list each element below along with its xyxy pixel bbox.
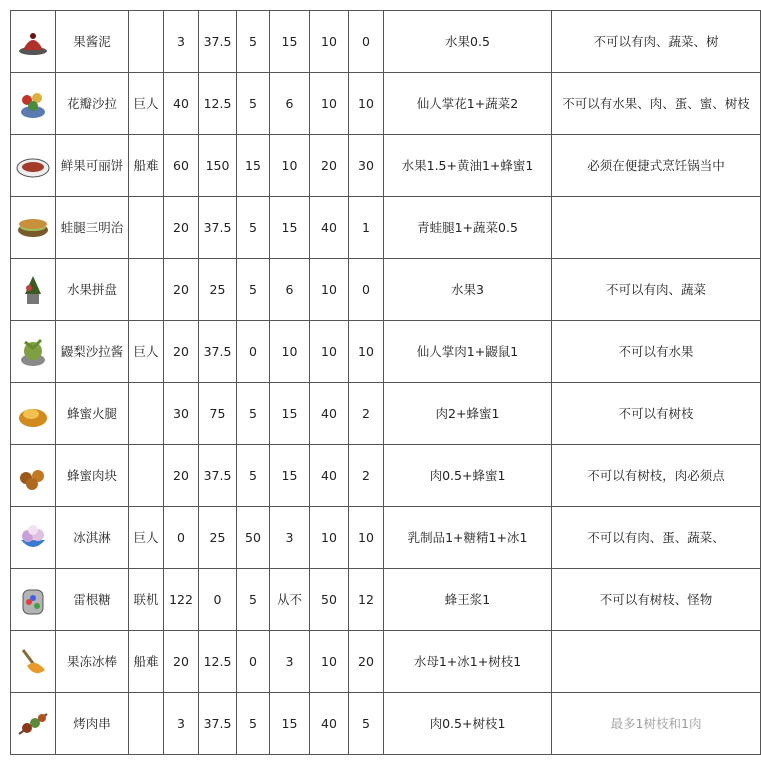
spoil-days-value: 3 <box>270 507 310 569</box>
recipe-notes: 不可以有水果 <box>552 321 761 383</box>
recipe-notes: 不可以有水果、肉、蛋、蜜、树枝 <box>552 73 761 135</box>
food-name: 鼹梨沙拉酱 <box>56 321 129 383</box>
dlc-label: 巨人 <box>129 507 164 569</box>
hunger-value: 150 <box>199 135 237 197</box>
hunger-value: 37.5 <box>199 693 237 755</box>
health-value: 40 <box>164 73 199 135</box>
cook-time-value: 10 <box>310 73 349 135</box>
recipe-notes: 不可以有树枝 <box>552 383 761 445</box>
priority-value: 0 <box>349 259 384 321</box>
food-icon-cell <box>11 259 56 321</box>
table-row <box>11 445 761 507</box>
food-name: 水果拼盘 <box>56 259 129 321</box>
recipe-notes <box>552 197 761 259</box>
priority-value: 20 <box>349 631 384 693</box>
health-value: 3 <box>164 11 199 73</box>
spoil-days-value: 6 <box>270 259 310 321</box>
recipe-notes <box>552 631 761 693</box>
priority-value: 1 <box>349 197 384 259</box>
priority-value: 2 <box>349 445 384 507</box>
cook-time-value: 40 <box>310 693 349 755</box>
dlc-label <box>129 259 164 321</box>
recipe-ingredients: 肉2+蜂蜜1 <box>384 383 552 445</box>
food-icon-cell <box>11 73 56 135</box>
food-icon-cell <box>11 693 56 755</box>
health-value: 20 <box>164 321 199 383</box>
priority-value: 10 <box>349 507 384 569</box>
sanity-value: 5 <box>237 383 270 445</box>
dlc-label: 巨人 <box>129 73 164 135</box>
food-icon-cell <box>11 383 56 445</box>
recipe-ingredients: 蜂王浆1 <box>384 569 552 631</box>
recipe-ingredients: 肉0.5+树枝1 <box>384 693 552 755</box>
recipe-notes: 不可以有肉、蔬菜、树 <box>552 11 761 73</box>
recipe-ingredients: 水果3 <box>384 259 552 321</box>
food-name: 鲜果可丽饼 <box>56 135 129 197</box>
table-row <box>11 259 761 321</box>
honey-ham-icon <box>15 396 51 432</box>
table-row <box>11 321 761 383</box>
fresh-fruit-crepes-icon <box>15 148 51 184</box>
hunger-value: 25 <box>199 259 237 321</box>
table-row <box>11 383 761 445</box>
recipe-ingredients: 水果1.5+黄油1+蜂蜜1 <box>384 135 552 197</box>
food-name: 蜂蜜火腿 <box>56 383 129 445</box>
table-row <box>11 135 761 197</box>
spoil-days-value: 15 <box>270 197 310 259</box>
table-row <box>11 73 761 135</box>
sanity-value: 15 <box>237 135 270 197</box>
food-icon-cell <box>11 631 56 693</box>
recipe-ingredients: 仙人掌肉1+鼹鼠1 <box>384 321 552 383</box>
dlc-label <box>129 197 164 259</box>
food-icon-cell <box>11 569 56 631</box>
spoil-days-value: 15 <box>270 445 310 507</box>
sanity-value: 0 <box>237 631 270 693</box>
hunger-value: 37.5 <box>199 11 237 73</box>
dlc-label <box>129 693 164 755</box>
health-value: 20 <box>164 259 199 321</box>
jellybeans-icon <box>15 582 51 618</box>
hunger-value: 37.5 <box>199 321 237 383</box>
dlc-label: 联机 <box>129 569 164 631</box>
dlc-label: 巨人 <box>129 321 164 383</box>
fruit-medley-icon <box>15 272 51 308</box>
hunger-value: 75 <box>199 383 237 445</box>
cook-time-value: 40 <box>310 197 349 259</box>
cook-time-value: 40 <box>310 445 349 507</box>
food-icon-cell <box>11 135 56 197</box>
sanity-value: 50 <box>237 507 270 569</box>
cook-time-value: 10 <box>310 11 349 73</box>
cook-time-value: 20 <box>310 135 349 197</box>
dlc-label <box>129 445 164 507</box>
cook-time-value: 50 <box>310 569 349 631</box>
priority-value: 0 <box>349 11 384 73</box>
recipe-notes: 必须在便捷式烹饪锅当中 <box>552 135 761 197</box>
recipe-ingredients: 乳制品1+糖精1+冰1 <box>384 507 552 569</box>
spoil-days-value: 10 <box>270 321 310 383</box>
sanity-value: 5 <box>237 197 270 259</box>
table-row <box>11 507 761 569</box>
health-value: 30 <box>164 383 199 445</box>
cook-time-value: 40 <box>310 383 349 445</box>
priority-value: 10 <box>349 73 384 135</box>
cook-time-value: 10 <box>310 321 349 383</box>
priority-value: 5 <box>349 693 384 755</box>
recipe-ingredients: 水母1+冰1+树枝1 <box>384 631 552 693</box>
guacamole-icon <box>15 334 51 370</box>
froggle-bunwich-icon <box>15 210 51 246</box>
ice-cream-icon <box>15 520 51 556</box>
priority-value: 12 <box>349 569 384 631</box>
health-value: 20 <box>164 445 199 507</box>
table-row <box>11 569 761 631</box>
spoil-days-value: 15 <box>270 11 310 73</box>
dlc-label <box>129 383 164 445</box>
food-name: 烤肉串 <box>56 693 129 755</box>
sanity-value: 5 <box>237 693 270 755</box>
health-value: 20 <box>164 197 199 259</box>
health-value: 20 <box>164 631 199 693</box>
table-row <box>11 631 761 693</box>
food-icon-cell <box>11 321 56 383</box>
recipe-table-container <box>10 10 750 754</box>
hunger-value: 0 <box>199 569 237 631</box>
food-icon-cell <box>11 507 56 569</box>
spoil-days-value: 15 <box>270 383 310 445</box>
honey-nuggets-icon <box>15 458 51 494</box>
table-row <box>11 11 761 73</box>
recipe-notes: 不可以有肉、蛋、蔬菜、 <box>552 507 761 569</box>
sanity-value: 5 <box>237 11 270 73</box>
sanity-value: 5 <box>237 73 270 135</box>
health-value: 0 <box>164 507 199 569</box>
cook-time-value: 10 <box>310 631 349 693</box>
food-icon-cell <box>11 197 56 259</box>
food-name: 花瓣沙拉 <box>56 73 129 135</box>
hunger-value: 37.5 <box>199 197 237 259</box>
spoil-days-value: 3 <box>270 631 310 693</box>
dlc-label: 船难 <box>129 135 164 197</box>
food-name: 雷根糖 <box>56 569 129 631</box>
recipe-notes: 最多1树枝和1肉 <box>552 693 761 755</box>
kabobs-icon <box>15 706 51 742</box>
health-value: 60 <box>164 135 199 197</box>
food-icon-cell <box>11 11 56 73</box>
health-value: 3 <box>164 693 199 755</box>
spoil-days-value: 从不 <box>270 569 310 631</box>
recipe-ingredients: 仙人掌花1+蔬菜2 <box>384 73 552 135</box>
hunger-value: 12.5 <box>199 631 237 693</box>
jam-icon <box>15 24 51 60</box>
jelly-popsicle-icon <box>15 644 51 680</box>
recipe-notes: 不可以有树枝，肉必须点 <box>552 445 761 507</box>
food-name: 果酱泥 <box>56 11 129 73</box>
table-row <box>11 197 761 259</box>
sanity-value: 5 <box>237 445 270 507</box>
cook-time-value: 10 <box>310 259 349 321</box>
recipe-ingredients: 水果0.5 <box>384 11 552 73</box>
dlc-label <box>129 11 164 73</box>
hunger-value: 25 <box>199 507 237 569</box>
food-name: 蛙腿三明治 <box>56 197 129 259</box>
priority-value: 2 <box>349 383 384 445</box>
spoil-days-value: 15 <box>270 693 310 755</box>
food-icon-cell <box>11 445 56 507</box>
flower-salad-icon <box>15 86 51 122</box>
health-value: 122 <box>164 569 199 631</box>
hunger-value: 12.5 <box>199 73 237 135</box>
cook-time-value: 10 <box>310 507 349 569</box>
recipe-notes: 不可以有肉、蔬菜 <box>552 259 761 321</box>
recipe-notes: 不可以有树枝、怪物 <box>552 569 761 631</box>
recipe-ingredients: 青蛙腿1+蔬菜0.5 <box>384 197 552 259</box>
priority-value: 10 <box>349 321 384 383</box>
food-name: 冰淇淋 <box>56 507 129 569</box>
table-row <box>11 693 761 755</box>
food-name: 果冻冰棒 <box>56 631 129 693</box>
hunger-value: 37.5 <box>199 445 237 507</box>
food-name: 蜂蜜肉块 <box>56 445 129 507</box>
spoil-days-value: 6 <box>270 73 310 135</box>
recipe-table <box>10 10 761 755</box>
sanity-value: 5 <box>237 569 270 631</box>
spoil-days-value: 10 <box>270 135 310 197</box>
priority-value: 30 <box>349 135 384 197</box>
recipe-ingredients: 肉0.5+蜂蜜1 <box>384 445 552 507</box>
dlc-label: 船难 <box>129 631 164 693</box>
sanity-value: 5 <box>237 259 270 321</box>
sanity-value: 0 <box>237 321 270 383</box>
